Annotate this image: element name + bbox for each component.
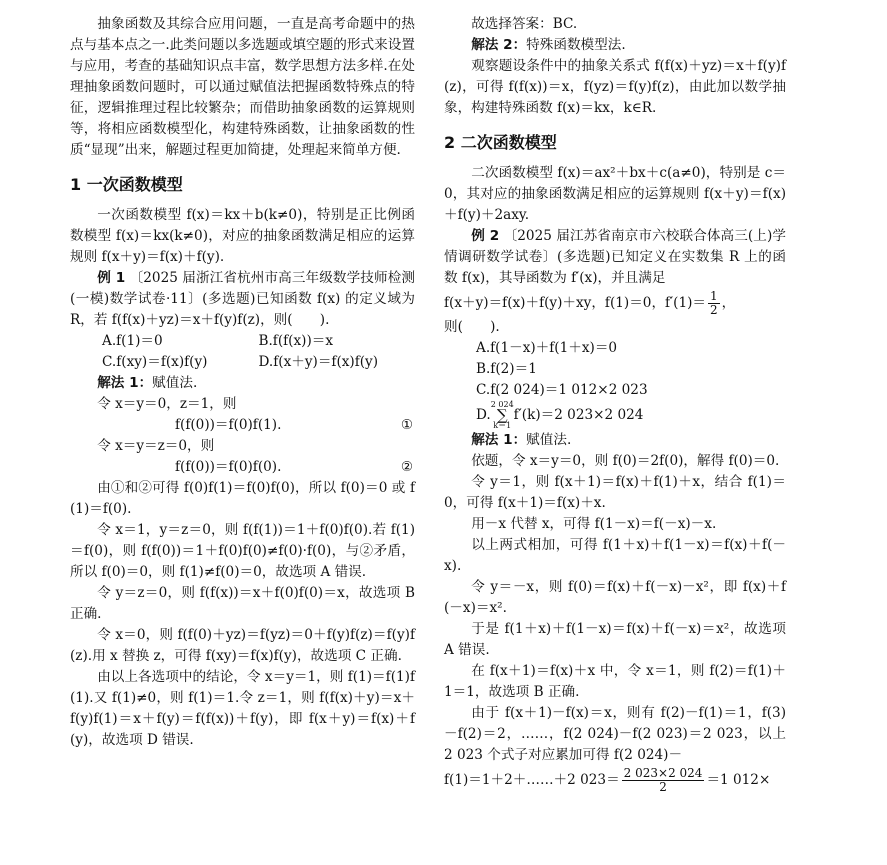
solution-step: 令 y＝z＝0，则 f(f(x))＝x＋f(0)f(0)＝x，故选项 B 正确. (70, 585, 415, 622)
final-line-suffix: ＝1 012× (706, 772, 771, 788)
fraction-numerator: 2 023×2 024 (623, 766, 703, 780)
ex2-option-c: C.f(2 024)＝1 012×2 023 (476, 382, 648, 398)
solution-2-method: 特殊函数模型法. (526, 37, 626, 53)
solution-step: 令 y＝－x，则 f(0)＝f(x)＋f(－x)－x²，即 f(x)＋f(－x)＝x². (444, 579, 786, 616)
summation (491, 401, 514, 430)
example-2-statement (444, 226, 786, 289)
answer-line: 故选择答案：BC. (471, 16, 578, 32)
example-2-text: 〔2025 届江苏省南京市六校联合体高三(上)学情调研数学试卷〕(多选题)已知定义在实数集 R 上的函数 f(x)，其导函数为 f′(x)，并且满足 (444, 228, 786, 286)
equation-2 (70, 457, 415, 478)
example-1-statement (70, 268, 415, 331)
fraction-sum (622, 767, 705, 794)
summation-upper: 2 024 (490, 400, 514, 409)
solution-3-label: 解法 1： (471, 432, 527, 448)
fraction-numerator: 1 (710, 289, 718, 303)
solution-step: 由以上各选项中的结论，令 x＝y＝1，则 f(1)＝f(1)f(1).又 f(1)≠0，则 f(1)＝1.令 z＝1，则 f(f(x)＋y)＝x＋f(y)f(1)＝x＋f(y)＝f(f(x))＋f(y)，即 f(x＋y)＝f(x)＋f(y)，故选项 D 错误. (70, 669, 415, 748)
section-1-paragraph: 一次函数模型 f(x)＝kx＋b(k≠0)，特别是正比例函数模型 f(x)＝kx(k≠0)，对应的抽象函数满足相应的运算规则 f(x＋y)＝f(x)＋f(y). (70, 207, 415, 265)
example-2-condition-text: f(x＋y)＝f(x)＋f(y)＋xy，f(1)＝0，f′(1)＝ (444, 295, 707, 311)
solution-3-heading (444, 430, 786, 451)
ex1-option-d: D.f(x＋y)＝f(x)f(y) (258, 354, 379, 370)
solution-step: 由①和②可得 f(0)f(1)＝f(0)f(0)，所以 f(0)＝0 或 f(1)＝f(0). (70, 480, 415, 517)
example-1-options-row-1 (70, 331, 415, 352)
solution-2-heading (444, 35, 786, 56)
section-1-heading: 1 一次函数模型 (70, 175, 183, 194)
solution-1-heading (70, 373, 415, 394)
solution-step: 用－x 代替 x，可得 f(1－x)＝f(－x)－x. (471, 516, 717, 532)
ex2-option-a: A.f(1－x)＋f(1＋x)＝0 (476, 340, 618, 356)
solution-2-label: 解法 2： (471, 37, 527, 53)
final-line-prefix: f(1)＝1＋2＋……＋2 023＝ (444, 772, 620, 788)
summation-lower: k＝1 (493, 421, 512, 430)
solution-3-method: 赋值法. (526, 432, 572, 448)
solution-step: 令 x＝1，y＝z＝0，则 f(f(1))＝1＋f(0)f(0).若 f(1)＝f(0)，则 f(f(0))＝1＋f(0)f(0)≠f(0)·f(0)，与②矛盾，所以 f(0)＝0，则 f(1)≠f(0)＝0，故选项 A 错误. (70, 522, 415, 580)
ex2-option-d-prefix: D. (476, 407, 491, 423)
example-2-condition (444, 289, 786, 317)
equation-2-tag: ② (400, 459, 413, 475)
fraction-one-half (708, 290, 720, 317)
section-2-heading: 2 二次函数模型 (444, 133, 557, 152)
intro-paragraph: 抽象函数及其综合应用问题，一直是高考命题中的热点与基本点之一.此类问题以多选题或填空题的形式来设置与应用，考查的基础知识点丰富，数学思想方法多样.在处理抽象函数问题时，可以通过赋值法把握函数特殊点的特征，逻辑推理过程比较繁杂；而借助抽象函数的运算规则等，将相应函数模型化，构建特殊函数，让抽象函数的性质“显现”出来，解题过程更加简捷，处理起来简单方便. (70, 16, 415, 158)
ex1-option-a: A.f(1)＝0 (102, 333, 163, 349)
right-column (444, 14, 786, 794)
example-1-label: 例 1 (97, 270, 126, 286)
fraction-denominator: 2 (659, 780, 667, 794)
equation-2-body: f(f(0))＝f(0)f(0). (175, 459, 282, 475)
left-column (70, 14, 415, 751)
solution-step: 由于 f(x＋1)－f(x)＝x，则有 f(2)－f(1)＝1，f(3)－f(2)＝2，……，f(2 024)－f(2 023)＝2 023，以上 2 023 个式子对应累加可得 f(2 024)－ (444, 705, 786, 763)
example-1-options-row-2 (70, 352, 415, 373)
solution-step: 令 x＝y＝z＝0，则 (97, 438, 215, 454)
solution-step: 于是 f(1＋x)＋f(1－x)＝f(x)＋f(－x)＝x²，故选项 A 错误. (444, 621, 786, 658)
ex2-option-b: B.f(2)＝1 (476, 361, 537, 377)
ex1-option-b: B.f(f(x))＝x (258, 333, 334, 349)
equation-1-body: f(f(0))＝f(0)f(1). (175, 417, 282, 433)
solution-step: 令 y＝1，则 f(x＋1)＝f(x)＋f(1)＋x，结合 f(1)＝0，可得 f(x＋1)＝f(x)＋x. (444, 474, 786, 511)
example-2-label: 例 2 (471, 228, 500, 244)
fraction-denominator: 2 (710, 303, 718, 317)
solution-1-method: 赋值法. (152, 375, 198, 391)
example-2-condition-end: ， (721, 295, 736, 311)
equation-1-tag: ① (400, 417, 413, 433)
solution-step: 令 x＝0，则 f(f(0)＋yz)＝f(yz)＝0＋f(y)f(z)＝f(y)f(z).用 x 替换 z，可得 f(xy)＝f(x)f(y)，故选项 C 正确. (70, 627, 415, 664)
sigma-icon: ∑ (496, 406, 508, 424)
solution-step: 令 x＝y＝0，z＝1，则 (97, 396, 237, 412)
section-2-paragraph: 二次函数模型 f(x)＝ax²＋bx＋c(a≠0)，特别是 c＝0，其对应的抽象函数满足相应的运算规则 f(x＋y)＝f(x)＋f(y)＋2axy. (444, 165, 786, 223)
equation-1 (70, 415, 415, 436)
example-1-text: 〔2025 届浙江省杭州市高三年级数学技师检测(一模)数学试卷·11〕(多选题)已知函数 f(x) 的定义域为 R，若 f(f(x)＋yz)＝x＋f(y)f(z)，则( ). (70, 270, 415, 328)
solution-step: 以上两式相加，可得 f(1＋x)＋f(1－x)＝f(x)＋f(－x). (444, 537, 786, 574)
ex2-option-d (444, 401, 786, 430)
solution-2-paragraph: 观察题设条件中的抽象关系式 f(f(x)＋yz)＝x＋f(y)f(z)，可得 f(f(x))＝x，f(yz)＝f(y)f(z)，由此加以数学抽象，构建特殊函数 f(x)＝kx，k∈R. (444, 58, 786, 116)
solution-step: 依题，令 x＝y＝0，则 f(0)＝2f(0)，解得 f(0)＝0. (471, 453, 780, 469)
example-2-then: 则( ). (444, 319, 500, 335)
solution-1-label: 解法 1： (97, 375, 153, 391)
ex2-option-d-body: f′(k)＝2 023×2 024 (513, 407, 644, 423)
solution-final-line (444, 766, 786, 794)
solution-step: 在 f(x＋1)＝f(x)＋x 中，令 x＝1，则 f(2)＝f(1)＋1＝1，故选项 B 正确. (444, 663, 786, 700)
ex1-option-c: C.f(xy)＝f(x)f(y) (102, 354, 208, 370)
